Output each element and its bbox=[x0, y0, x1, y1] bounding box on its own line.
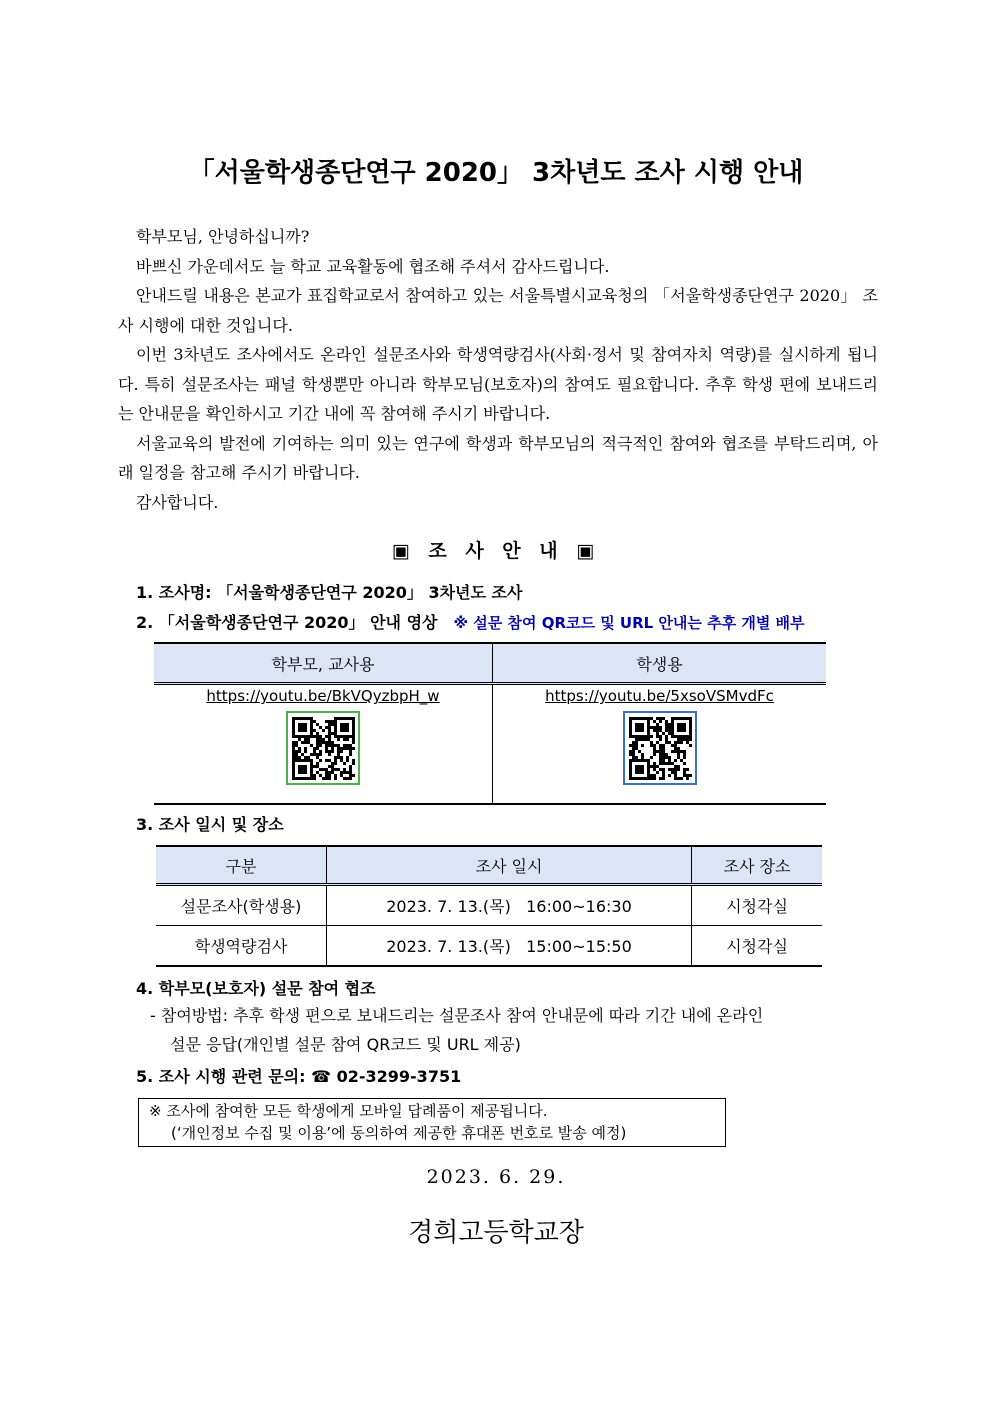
column-header: 학부모, 교사용 bbox=[154, 643, 493, 684]
detail-line: 설문 응답(개인별 설문 참여 QR코드 및 URL 제공) bbox=[170, 1035, 521, 1054]
table-cell: 2023. 7. 13.(목) 15:00~15:50 bbox=[327, 926, 692, 967]
document-date: 2023. 6. 29. bbox=[426, 1166, 566, 1188]
letter-paragraph: 바쁘신 가운데서도 늘 학교 교육활동에 협조해 주셔서 감사드립니다. bbox=[136, 256, 610, 276]
video-link-students[interactable]: https://youtu.be/5xsoVSMvdFc bbox=[545, 687, 774, 705]
item-video-note: ※ 설문 참여 QR코드 및 URL 안내는 추후 개별 배부 bbox=[453, 614, 805, 632]
item-contact: 5. 조사 시행 관련 문의: ☎ 02-3299-3751 bbox=[136, 1067, 462, 1086]
column-header: 학생용 bbox=[493, 643, 827, 684]
video-link-parents[interactable]: https://youtu.be/BkVQyzbpH_w bbox=[206, 687, 440, 705]
table-cell: 시청각실 bbox=[692, 926, 823, 967]
table-header-row bbox=[156, 846, 822, 885]
table-cell: 설문조사(학생용) bbox=[156, 885, 327, 926]
qr-code-icon[interactable] bbox=[623, 711, 697, 785]
column-header: 조사 장소 bbox=[692, 846, 823, 885]
letter-body bbox=[118, 222, 878, 517]
item-schedule: 3. 조사 일시 및 장소 bbox=[136, 815, 284, 834]
table-row bbox=[156, 885, 822, 926]
letter-paragraph: 서울교육의 발전에 기여하는 의미 있는 연구에 학생과 학부모님의 적극적인 참여와 협조를 부탁드리며, 아래 일정을 참고해 주시기 바랍니다. bbox=[118, 433, 878, 482]
item-video-label: 2. 「서울학생종단연구 2020」 안내 영상 bbox=[136, 613, 438, 632]
item-parent-survey-detail bbox=[150, 1001, 880, 1059]
page-title: 「서울학생종단연구 2020」 3차년도 조사 시행 안내 bbox=[188, 158, 804, 188]
letter-paragraph: 이번 3차년도 조사에서도 온라인 설문조사와 학생역량검사(사회·정서 및 참여자치 역량)를 실시하게 됩니다. 특히 설문조사는 패널 학생뿐만 아니라 학부모님(보호자)의 참여도 필요합니다. 추후 학생 편에 보내드리는 안내문을 확인하시고 기간 내에 꼭 참여해 주시기 바랍니다. bbox=[118, 345, 878, 423]
signer-name: 경희고등학교장 bbox=[408, 1218, 584, 1248]
table-row bbox=[154, 684, 826, 805]
column-header: 조사 일시 bbox=[327, 846, 692, 885]
table-cell bbox=[493, 684, 827, 805]
item-video bbox=[136, 610, 805, 633]
table-cell bbox=[154, 684, 493, 805]
notice-line: ※ 조사에 참여한 모든 학생에게 모바일 답례품이 제공됩니다. bbox=[149, 1102, 548, 1120]
notice-box bbox=[138, 1098, 726, 1147]
notice-line: (‘개인정보 수집 및 이용’에 동의하여 제공한 휴대폰 번호로 발송 예정) bbox=[171, 1124, 627, 1142]
item-parent-survey: 4. 학부모(보호자) 설문 참여 협조 bbox=[136, 979, 376, 998]
letter-paragraph: 안내드릴 내용은 본교가 표집학교로서 참여하고 있는 서울특별시교육청의 「서울학생종단연구 2020」 조사 시행에 대한 것입니다. bbox=[118, 286, 878, 335]
detail-line: - 참여방법: 추후 학생 편으로 보내드리는 설문조사 참여 안내문에 따라 기간 내에 온라인 bbox=[150, 1006, 764, 1025]
table-cell: 2023. 7. 13.(목) 16:00~16:30 bbox=[327, 885, 692, 926]
qr-code-icon[interactable] bbox=[286, 711, 360, 785]
table-header-row bbox=[154, 643, 826, 684]
section-heading: ▣ 조 사 안 내 ▣ bbox=[391, 540, 601, 562]
item-survey-name: 1. 조사명: 「서울학생종단연구 2020」 3차년도 조사 bbox=[136, 583, 523, 602]
table-row bbox=[156, 926, 822, 967]
letter-greeting: 학부모님, 안녕하십니까? bbox=[136, 227, 310, 246]
video-table bbox=[154, 642, 826, 805]
table-cell: 시청각실 bbox=[692, 885, 823, 926]
column-header: 구분 bbox=[156, 846, 327, 885]
letter-closing: 감사합니다. bbox=[136, 492, 219, 512]
schedule-table bbox=[156, 845, 822, 967]
table-cell: 학생역량검사 bbox=[156, 926, 327, 967]
